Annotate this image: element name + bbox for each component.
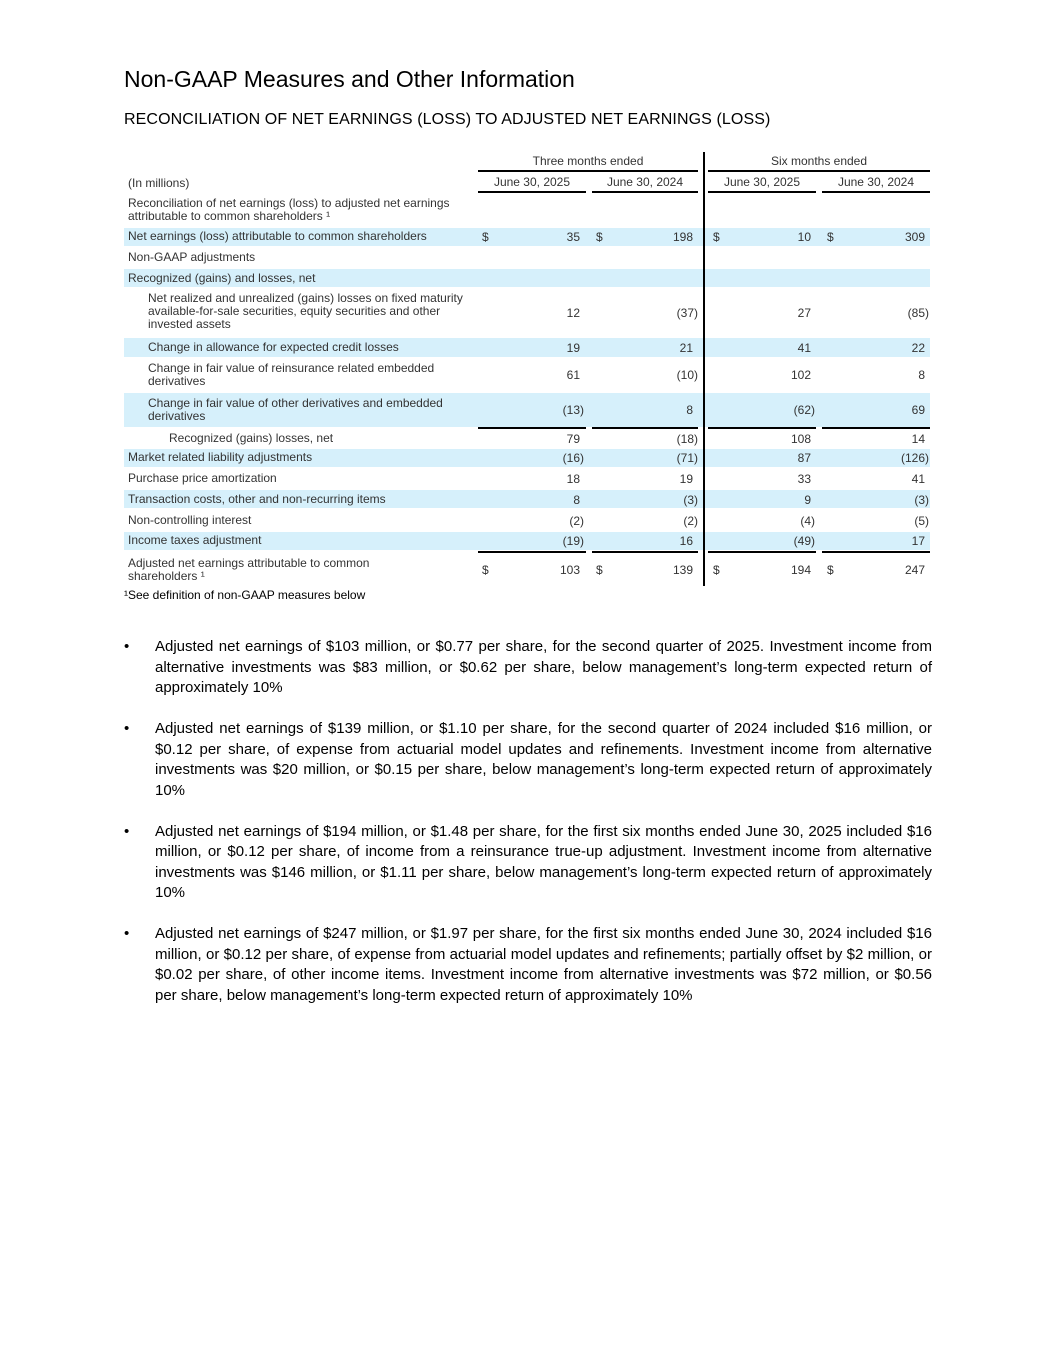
row-label: Change in fair value of other derivatives and embedded derivatives	[148, 396, 443, 423]
list-item	[124, 637, 932, 699]
row-label: Net realized and unrealized (gains) losses on fixed maturity available-for-sale securities, equity securities and other invested assets	[148, 291, 463, 331]
row-label: Change in fair value of reinsurance related embedded derivatives	[148, 361, 435, 388]
column-header: June 30, 2025	[723, 175, 801, 189]
cell-value: (4)	[800, 514, 815, 528]
cell-value: 19	[566, 341, 580, 355]
column-header: June 30, 2025	[493, 175, 571, 189]
row-label: Adjusted net earnings attributable to common shareholders ¹	[128, 556, 370, 583]
total-rule	[822, 551, 930, 553]
subtotal-rule	[822, 427, 930, 429]
cell-value: 87	[797, 451, 811, 465]
cell-value: 61	[566, 368, 580, 382]
row-label: Market related liability adjustments	[128, 450, 313, 464]
cell-value: 41	[797, 341, 811, 355]
page-title: Non-GAAP Measures and Other Information	[124, 66, 575, 92]
row-label: Purchase price amortization	[128, 471, 277, 485]
bullet-icon: •	[124, 822, 130, 840]
cell-value: (3)	[914, 493, 929, 507]
column-rule	[478, 191, 586, 193]
dollar-sign: $	[713, 563, 720, 577]
cell-value: 8	[686, 403, 693, 417]
row-label: Recognized (gains) losses, net	[169, 431, 334, 445]
cell-value: 19	[679, 472, 693, 486]
cell-value: 27	[797, 306, 811, 320]
cell-value: 9	[804, 493, 811, 507]
cell-value: 18	[566, 472, 580, 486]
dollar-sign: $	[596, 230, 603, 244]
group-header-three-months: Three months ended	[532, 154, 644, 168]
cell-value: 102	[790, 368, 811, 382]
cell-value: 247	[904, 563, 925, 577]
dollar-sign: $	[827, 563, 834, 577]
column-rule	[592, 191, 698, 193]
cell-value: (3)	[683, 493, 698, 507]
cell-value: 35	[566, 230, 580, 244]
dollar-sign: $	[713, 230, 720, 244]
row-label: Non-controlling interest	[128, 513, 252, 527]
bullet-icon: •	[124, 638, 130, 655]
cell-value: (37)	[676, 306, 698, 320]
cell-value: 8	[918, 368, 925, 382]
cell-value: 14	[911, 432, 925, 446]
dollar-sign: $	[596, 563, 603, 577]
list-item	[124, 822, 932, 904]
total-rule	[708, 551, 816, 553]
reconciliation-table	[124, 152, 932, 592]
cell-value: (71)	[676, 451, 698, 465]
cell-value: (126)	[900, 451, 929, 465]
cell-value: (16)	[562, 451, 584, 465]
cell-value: 139	[672, 563, 693, 577]
section-label: Reconciliation of net earnings (loss) to adjusted net earnings attributable to common shareholders ¹	[128, 196, 450, 223]
commentary-list	[124, 637, 932, 1027]
row-label: Non-GAAP adjustments	[128, 250, 256, 264]
bullet-text: Adjusted net earnings of $247 million, or $1.97 per share, for the first six months ended June 30, 2024 included $16 million, or $0.12 per share, of expense from actuarial model updates and refinements; partially offset by $2 million, or $0.02 per share, of other income items. Investment income from alternative investments was $72 million, or $0.56 per share, below management’s long-term expected return of approximately 10%	[155, 925, 932, 1004]
cell-value: (19)	[562, 534, 584, 548]
group-rule	[708, 170, 930, 172]
total-rule	[592, 551, 698, 553]
cell-value: 194	[790, 563, 811, 577]
subtotal-rule	[592, 427, 698, 429]
cell-value: (18)	[676, 432, 698, 446]
subtotal-rule	[478, 427, 586, 429]
group-rule	[478, 170, 698, 172]
cell-value: 103	[559, 563, 580, 577]
cell-value: 17	[911, 534, 925, 548]
column-header: June 30, 2024	[837, 175, 915, 189]
row-label: Recognized (gains) and losses, net	[128, 271, 316, 285]
list-item	[124, 924, 932, 1006]
cell-value: 21	[679, 341, 693, 355]
row-label: Transaction costs, other and non-recurring items	[128, 492, 386, 506]
cell-value: (13)	[562, 403, 584, 417]
cell-value: (5)	[914, 514, 929, 528]
cell-value: 10	[797, 230, 811, 244]
dollar-sign: $	[827, 230, 834, 244]
cell-value: (62)	[793, 403, 815, 417]
cell-value: (10)	[676, 368, 698, 382]
bullet-text: Adjusted net earnings of $103 million, or $0.77 per share, for the second quarter of 2025. Investment income from alternative investments was $83 million, or $0.62 per share, below management’s long-term expected return of approximately 10%	[155, 638, 932, 696]
footnote: ¹See definition of non-GAAP measures below	[124, 588, 366, 602]
dollar-sign: $	[482, 230, 489, 244]
dollar-sign: $	[482, 563, 489, 577]
cell-value: (49)	[793, 534, 815, 548]
list-item	[124, 719, 932, 801]
cell-value: 16	[679, 534, 693, 548]
column-rule	[708, 191, 816, 193]
cell-value: 69	[911, 403, 925, 417]
cell-value: 12	[566, 306, 580, 320]
bullet-text: Adjusted net earnings of $194 million, or $1.48 per share, for the first six months ended June 30, 2025 included $16 million, or $0.12 per share, of income from a reinsurance true-up adjustment. Investment income from alternative investments was $146 million, or $1.11 per share, below management’s long-term expected return of approximately 10%	[155, 822, 932, 901]
cell-value: 309	[904, 230, 925, 244]
cell-value: 33	[797, 472, 811, 486]
row-label: Net earnings (loss) attributable to common shareholders	[128, 229, 427, 243]
cell-value: (2)	[569, 514, 584, 528]
cell-value: 8	[573, 493, 580, 507]
cell-value: 79	[566, 432, 580, 446]
table-title: RECONCILIATION OF NET EARNINGS (LOSS) TO ADJUSTED NET EARNINGS (LOSS)	[124, 111, 771, 128]
cell-value: 198	[672, 230, 693, 244]
bullet-icon: •	[124, 925, 130, 942]
cell-value: (2)	[683, 514, 698, 528]
row-label: Change in allowance for expected credit losses	[148, 340, 399, 354]
subtotal-rule	[708, 427, 816, 429]
column-header: June 30, 2024	[606, 175, 684, 189]
cell-value: 22	[911, 341, 925, 355]
bullet-text: Adjusted net earnings of $139 million, or $1.10 per share, for the second quarter of 2024 included $16 million, or $0.12 per share, of expense from actuarial model updates and refinements. Investment income from alternative investments was $20 million, or $0.15 per share, below management’s long-term expected return of approximately 10%	[155, 720, 932, 799]
group-header-six-months: Six months ended	[770, 154, 868, 168]
group-divider	[703, 152, 705, 586]
unit-label: (In millions)	[128, 176, 190, 190]
cell-value: 108	[790, 432, 811, 446]
column-rule	[822, 191, 930, 193]
cell-value: 41	[911, 472, 925, 486]
row-label: Income taxes adjustment	[128, 533, 262, 547]
cell-value: (85)	[907, 306, 929, 320]
bullet-icon: •	[124, 720, 130, 737]
total-rule	[478, 551, 586, 553]
